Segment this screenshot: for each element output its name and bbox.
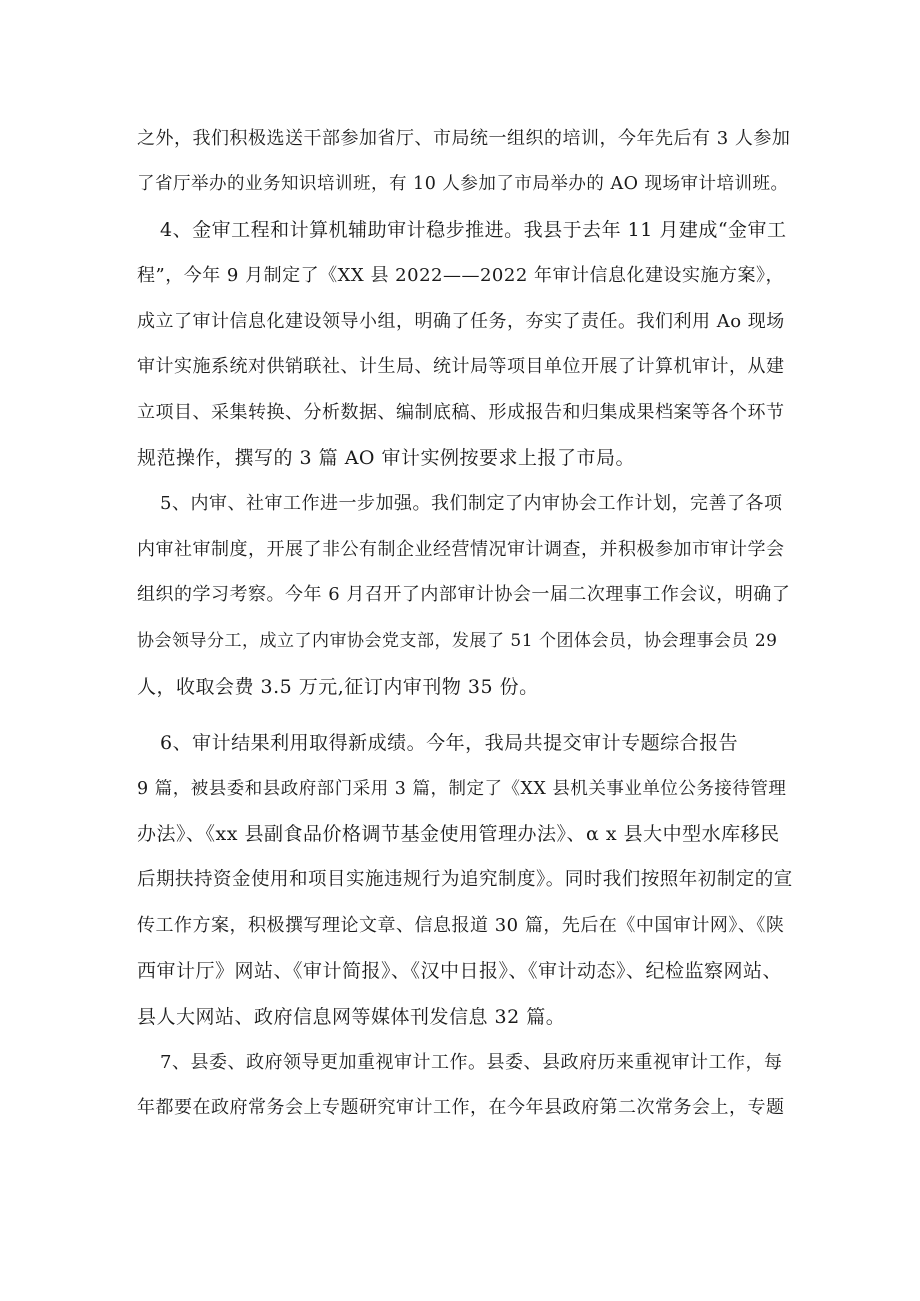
text-line: 6、审计结果利用取得新成绩。今年，我局共提交审计专题综合报告 (160, 732, 739, 754)
text-line: 协会领导分工，成立了内审协会党支部，发展了 51 个团体会员，协会理事会员 29 (137, 631, 778, 651)
text-line: 5、内审、社审工作进一步加强。我们制定了内审协会工作计划，完善了各项 (160, 493, 783, 514)
text-line: 成立了审计信息化建设领导小组，明确了任务，夯实了责任。我们利用 Ao 现场 (137, 311, 785, 332)
text-line: 县人大网站、政府信息网等媒体刊发信息 32 篇。 (137, 1006, 566, 1028)
text-line: 内审社审制度，开展了非公有制企业经营情况审计调查，并积极参加市审计学会 (137, 539, 785, 560)
text-line: 7、县委、政府领导更加重视审计工作。县委、县政府历来重视审计工作，每 (160, 1052, 783, 1073)
text-line: 组织的学习考察。今年 6 月召开了内部审计协会一届二次理事工作会议，明确了 (137, 584, 791, 605)
text-line: 西审计厅》网站、《审计简报》、《汉中日报》、《审计动态》、纪检监察网站、 (137, 960, 783, 982)
text-line: 规范操作，撰写的 3 篇 AO 审计实例按要求上报了市局。 (137, 447, 636, 469)
text-line: 办法》、《xx 县副食品价格调节基金使用管理办法》、α x 县大中型水库移民 (137, 823, 780, 845)
text-line: 4、金审工程和计算机辅助审计稳步推进。我县于去年 11 月建成“金审工 (160, 219, 787, 241)
text-line: 年都要在政府常务会上专题研究审计工作，在今年县政府第二次常务会上，专题 (137, 1097, 785, 1118)
text-line: 9 篇，被县委和县政府部门采用 3 篇，制定了《XX 县机关事业单位公务接待管理 (137, 779, 787, 799)
text-line: 传工作方案，积极撰写理论文章、信息报道 30 篇，先后在《中国审计网》、《陕 (137, 915, 785, 936)
text-line: 审计实施系统对供销联社、计生局、统计局等项目单位开展了计算机审计，从建 (137, 356, 785, 377)
text-line: 之外，我们积极选送干部参加省厅、市局统一组织的培训，今年先后有 3 人参加 (137, 128, 791, 149)
text-line: 人，收取会费 3.5 万元,征订内审刊物 35 份。 (137, 676, 539, 698)
text-line: 后期扶持资金使用和项目实施违规行为追究制度》。同时我们按照年初制定的宣 (137, 869, 793, 890)
text-line: 了省厅举办的业务知识培训班，有 10 人参加了市局举办的 AO 现场审计培训班。 (137, 174, 789, 194)
text-line: 程”，今年 9 月制定了《XX 县 2022——2022 年审计信息化建设实施方案》， (137, 265, 785, 286)
text-line: 立项目、采集转换、分析数据、编制底稿、形成报告和归集成果档案等各个环节 (137, 402, 785, 423)
